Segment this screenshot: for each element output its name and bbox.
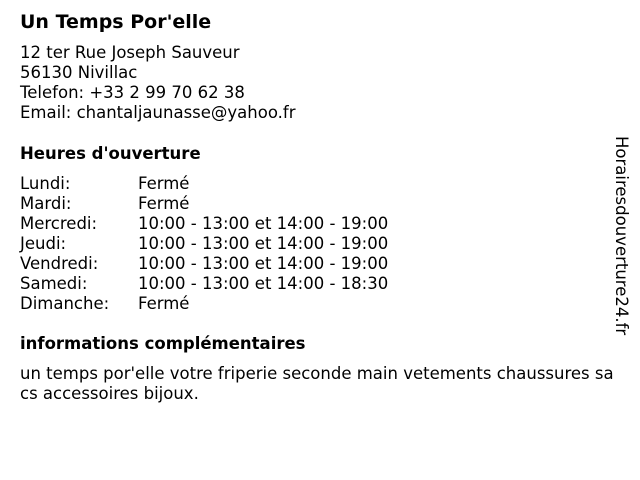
email-address: Email: chantaljaunasse@yahoo.fr	[20, 103, 296, 122]
day-label: Jeudi:	[20, 234, 67, 253]
hours-heading: Heures d'ouverture	[20, 144, 201, 163]
day-label: Mardi:	[20, 194, 72, 213]
day-hours: Fermé	[138, 174, 190, 193]
street-address: 12 ter Rue Joseph Sauveur	[20, 43, 240, 62]
day-hours: Fermé	[138, 294, 190, 313]
business-description: un temps por'elle votre friperie seconde main vetements chaussures sacs accessoires bijoux.	[20, 364, 614, 403]
day-label: Samedi:	[20, 274, 88, 293]
day-hours: Fermé	[138, 194, 190, 213]
phone-number: Telefon: +33 2 99 70 62 38	[20, 83, 245, 102]
info-heading: informations complémentaires	[20, 334, 306, 353]
day-label: Dimanche:	[20, 294, 110, 313]
day-hours: 10:00 - 13:00 et 14:00 - 18:30	[138, 274, 389, 293]
business-name: Un Temps Por'elle	[20, 11, 212, 33]
site-watermark: Horairesdouverture24.fr	[612, 136, 631, 336]
address-block	[20, 43, 295, 123]
day-hours: 10:00 - 13:00 et 14:00 - 19:00	[138, 234, 389, 253]
day-label: Vendredi:	[20, 254, 99, 273]
city-postal: 56130 Nivillac	[20, 63, 138, 82]
day-hours: 10:00 - 13:00 et 14:00 - 19:00	[138, 254, 389, 273]
day-label: Lundi:	[20, 174, 71, 193]
day-hours: 10:00 - 13:00 et 14:00 - 19:00	[138, 214, 389, 233]
day-label: Mercredi:	[20, 214, 98, 233]
